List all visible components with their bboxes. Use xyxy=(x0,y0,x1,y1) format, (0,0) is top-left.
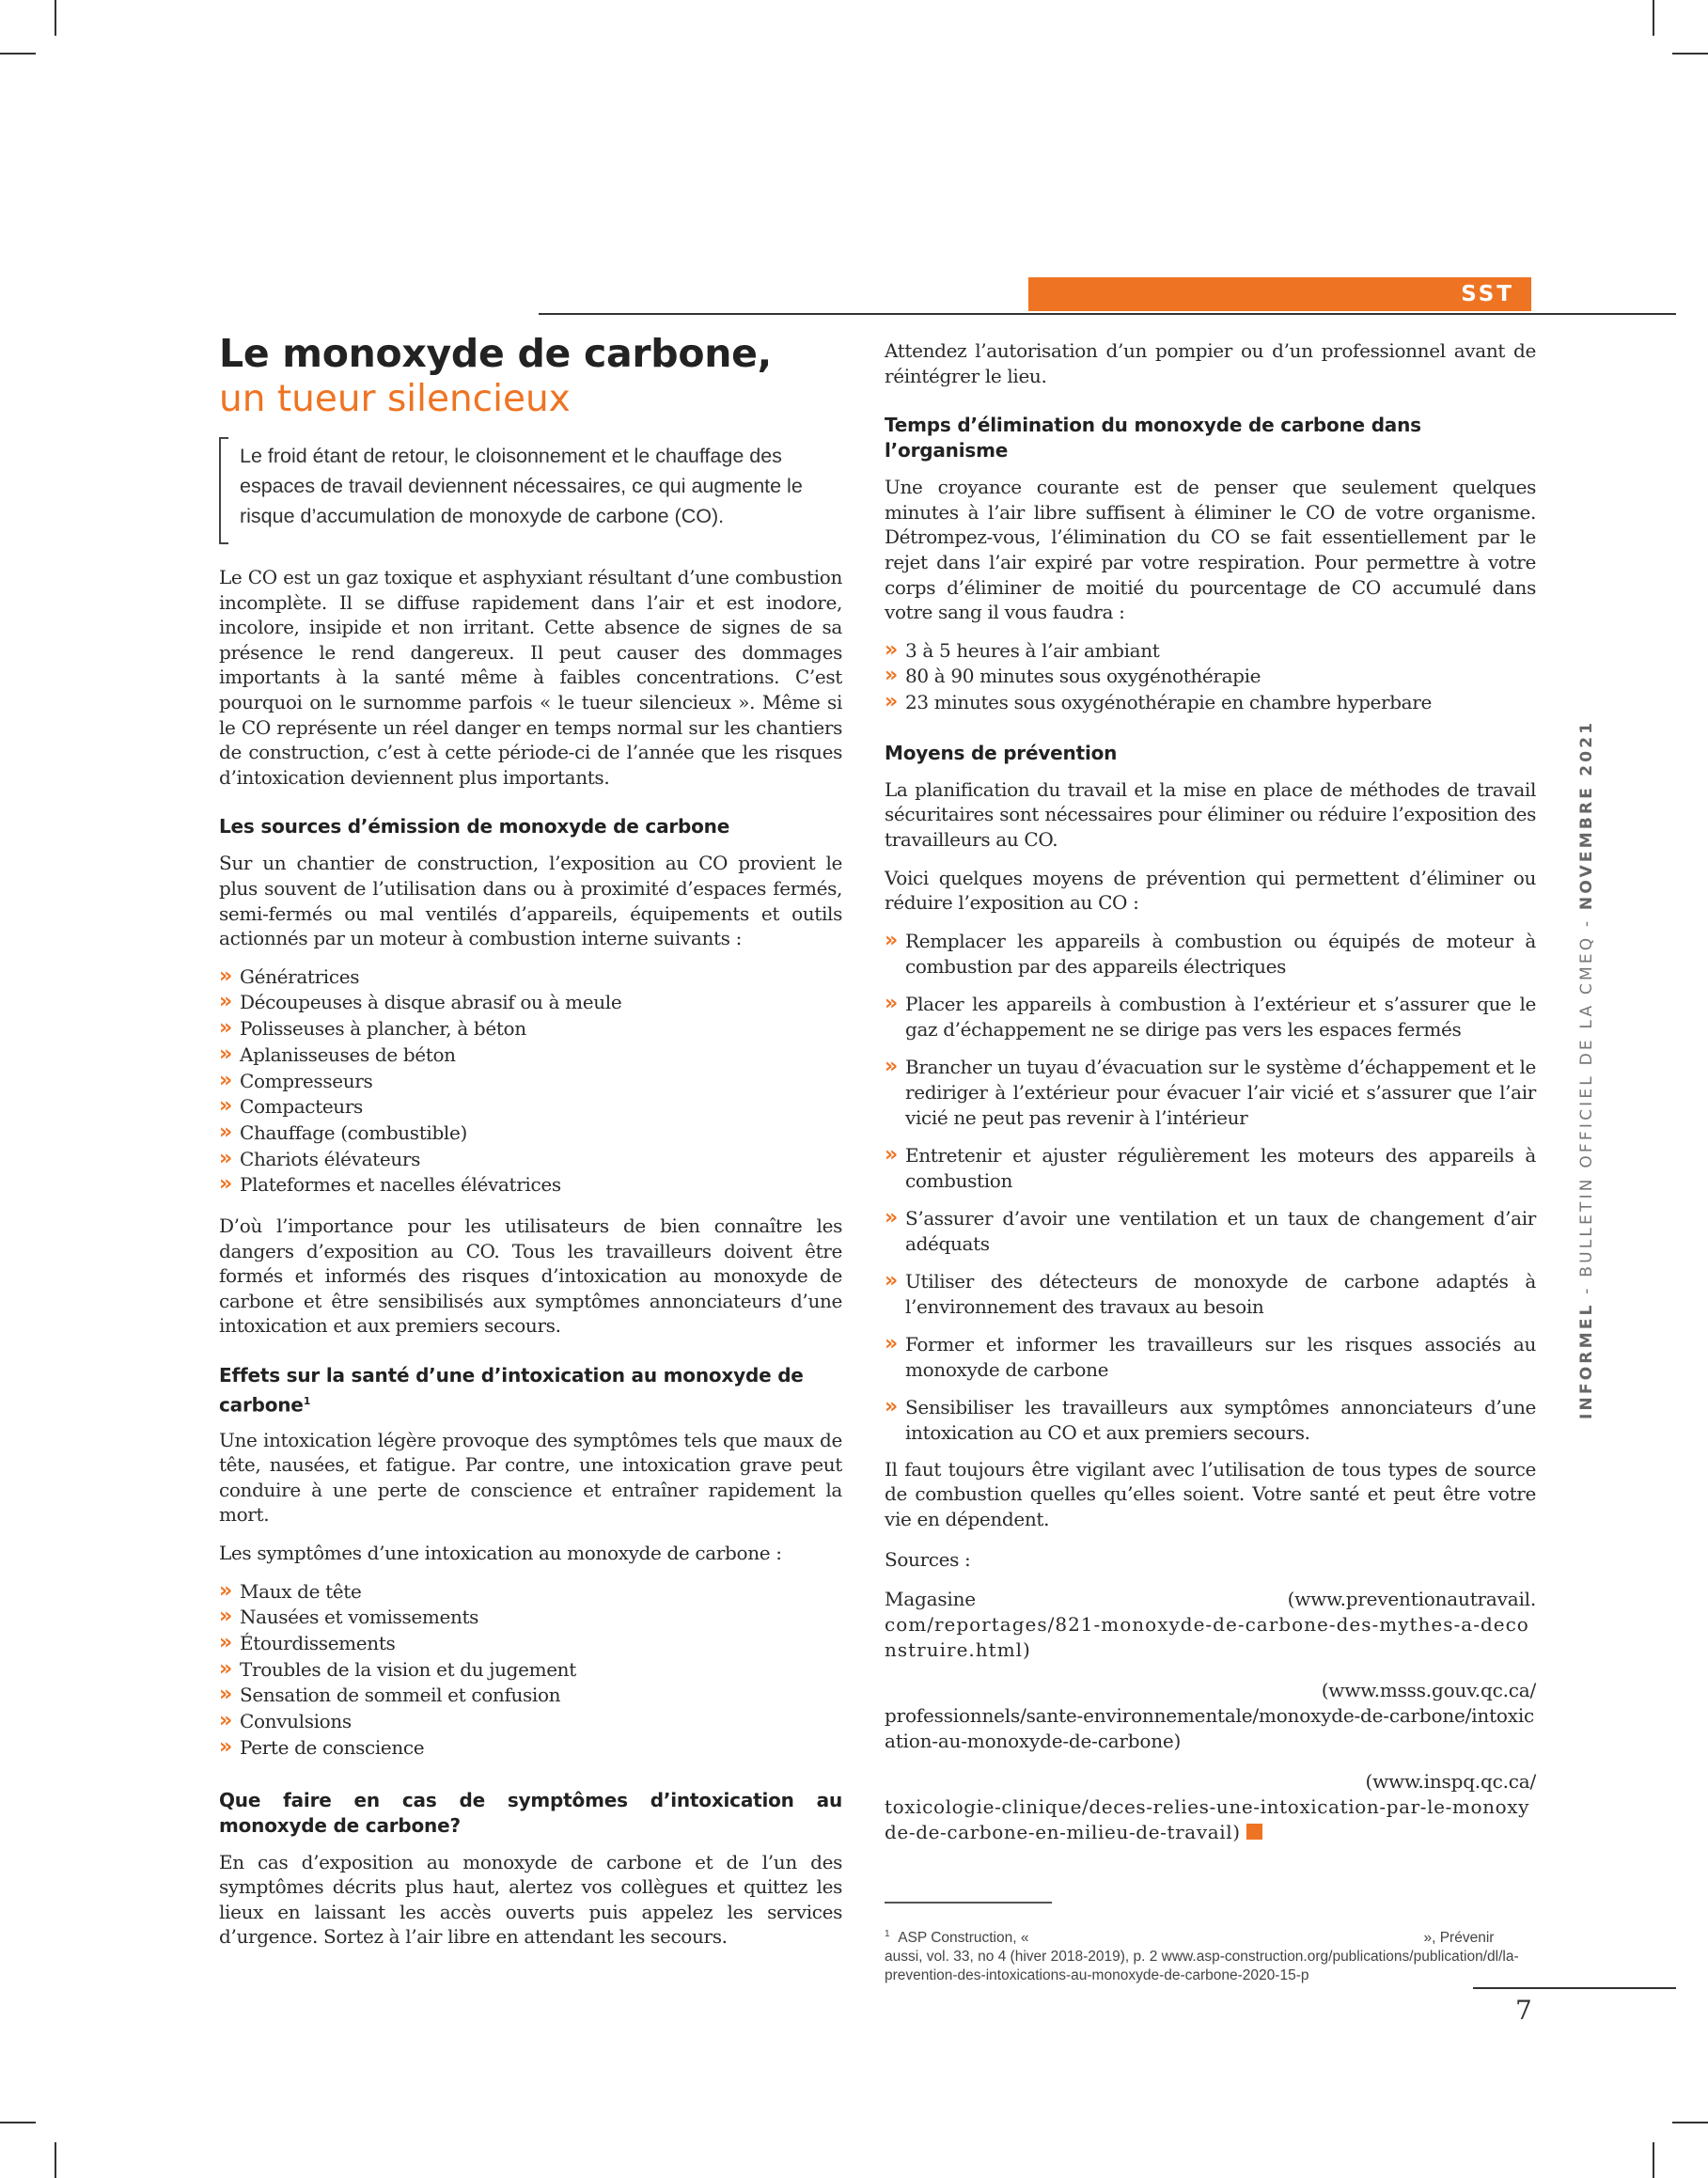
lead-paragraph xyxy=(219,437,842,542)
crop-mark xyxy=(1672,2122,1708,2123)
effects-paragraph: Une intoxication légère provoque des symptômes tels que maux de tête, nausées, et fatigue. Par contre, une intoxication grave peut conduire à une perte de conscience et entraîner rapidement la mort. xyxy=(219,1428,842,1527)
source-1-url-rest: com/reportages/821-monoxyde-de-carbone-des-mythes-a-deconstruire.html) xyxy=(885,1613,1529,1662)
lead-bracket xyxy=(219,437,228,544)
list-item: » Plateformes et nacelles élévatrices xyxy=(219,1172,561,1197)
title-line-2: un tueur silencieux xyxy=(219,378,571,420)
lead-text: Le froid étant de retour, le cloisonnement et le chauffage des espaces de travail deviennent nécessaires, ce qui augmente le risque d’accumulation de monoxyde de carbone (CO). xyxy=(240,445,803,527)
list-item: » Génératrices xyxy=(219,964,360,988)
crop-mark xyxy=(0,2122,36,2123)
chevron-bullet-icon: » xyxy=(219,1734,232,1759)
wait-paragraph: Attendez l’autorisation d’un pompier ou d’un professionnel avant de réintégrer le lieu. xyxy=(885,339,1536,387)
chevron-bullet-icon: » xyxy=(219,1042,232,1066)
list-item: » Convulsions xyxy=(219,1709,352,1733)
chevron-bullet-icon: » xyxy=(885,1331,898,1355)
list-item: » Remplacer les appareils à combustion ou équipés de moteur à combustion par des appareils électriques xyxy=(885,928,1536,978)
chevron-bullet-icon: » xyxy=(219,1683,232,1707)
list-item: » Brancher un tuyau d’évacuation sur le système d’échappement et le rediriger à l’extérieur pour évacuer l’air vicié et s’assurer que l’air vicié ne peut pas revenir à l’intérieur xyxy=(885,1054,1536,1129)
title-line-1: Le monoxyde de carbone, xyxy=(219,331,772,376)
left-column xyxy=(219,565,842,1950)
footnote-rule xyxy=(885,1902,1052,1904)
list-item: » Maux de tête xyxy=(219,1578,362,1603)
symptoms-list xyxy=(219,1579,842,1762)
list-item: » 23 minutes sous oxygénothérapie en chambre hyperbare xyxy=(885,690,1432,714)
source-1-url-start: (www.preventionautravail. xyxy=(1287,1588,1536,1611)
chevron-bullet-icon: » xyxy=(885,928,898,952)
end-mark-icon xyxy=(1246,1824,1262,1840)
chevron-bullet-icon: » xyxy=(219,1172,232,1197)
crop-mark xyxy=(1672,53,1708,55)
list-item: » Sensation de sommeil et confusion xyxy=(219,1683,561,1707)
header-rule xyxy=(539,313,1676,315)
elimination-list xyxy=(885,638,1536,716)
section-tag xyxy=(1028,277,1531,311)
source-2-url-rest: professionnels/sante-environnementale/monoxyde-de-carbone/intoxication-au-monoxyde-de-carbone) xyxy=(885,1704,1535,1753)
sources-list xyxy=(219,964,842,1199)
chevron-bullet-icon: » xyxy=(885,991,898,1015)
chevron-bullet-icon: » xyxy=(885,664,898,688)
list-item: » Troubles de la vision et du jugement xyxy=(219,1656,576,1681)
chevron-bullet-icon: » xyxy=(885,690,898,714)
prevention-paragraph-2: Voici quelques moyens de prévention qui permettent d’éliminer ou réduire l’exposition au CO : xyxy=(885,866,1536,915)
elimination-heading: Temps d’élimination du monoxyde de carbone dans l’organisme xyxy=(885,414,1421,462)
chevron-bullet-icon: » xyxy=(885,1268,898,1293)
chevron-bullet-icon: » xyxy=(219,1120,232,1144)
vigilance-paragraph: Il faut toujours être vigilant avec l’utilisation de tous types de source de combustion quelles qu’elles soient. Votre santé et peut être votre vie en dépendent. xyxy=(885,1457,1536,1531)
sources-paragraph: Sur un chantier de construction, l’exposition au CO provient le plus souvent de l’utilisation dans ou à proximité d’espaces fermés, semi-fermés ou mal ventilés d’appareils, équipements et outils actionnés par un moteur à combustion interne suivants : xyxy=(219,852,842,950)
symptoms-intro: Les symptômes d’une intoxication au monoxyde de carbone : xyxy=(219,1542,782,1565)
source-entry-2 xyxy=(885,1678,1536,1754)
crop-mark xyxy=(55,0,56,36)
prevention-list xyxy=(885,929,1536,1446)
list-item: » Entretenir et ajuster régulièrement les moteurs des appareils à combustion xyxy=(885,1142,1536,1192)
section-tag-label: SST xyxy=(1461,282,1514,306)
elimination-paragraph: Une croyance courante est de penser que seulement quelques minutes à l’air libre suffisent à éliminer le CO de votre organisme. Détrompez-vous, l’élimination du CO se fait essentiellement par le rejet dans l’air expiré par votre respiration. Pour permettre à votre corps d’éliminer de moitié du pourcentage de CO accumulé dans votre sang il vous faudra : xyxy=(885,476,1536,624)
list-item: » Chariots élévateurs xyxy=(219,1146,420,1170)
chevron-bullet-icon: » xyxy=(219,1094,232,1119)
list-item: » Nausées et vomissements xyxy=(219,1605,479,1629)
sources-label: Sources : xyxy=(885,1547,971,1571)
list-item: » Polisseuses à plancher, à béton xyxy=(219,1016,526,1041)
list-item: » 80 à 90 minutes sous oxygénothérapie xyxy=(885,664,1261,688)
chevron-bullet-icon: » xyxy=(219,964,232,988)
list-item: » 3 à 5 heures à l’air ambiant xyxy=(885,637,1160,662)
source-2-url-start: (www.msss.gouv.qc.ca/ xyxy=(1321,1679,1536,1702)
source-1-label: Magasine xyxy=(885,1588,976,1611)
source-entry-3 xyxy=(885,1769,1536,1845)
source-entry-1 xyxy=(885,1587,1536,1663)
chevron-bullet-icon: » xyxy=(219,1146,232,1170)
list-item: » Aplanisseuses de béton xyxy=(219,1042,456,1066)
chevron-bullet-icon: » xyxy=(219,1016,232,1041)
effects-heading: Effets sur la santé d’une d’intoxication au monoxyde de carbone$^1$ xyxy=(219,1364,804,1417)
list-item: » Compacteurs xyxy=(219,1094,363,1119)
intro-paragraph: Le CO est un gaz toxique et asphyxiant résultant d’une combustion incomplète. Il se diffuse rapidement dans l’air et est inodore, incolore, insipide et non irritant. Cette absence de signes de sa présence le rend dangereux. Il peut causer des dommages importants à la santé même à faibles concentrations. C’est pourquoi on le surnomme parfois « le tueur silencieux ». Même si le CO représente un réel danger en temps normal sur les chantiers de construction, c’est à cette période-ci de l’année que les risques d’intoxication deviennent plus importants. xyxy=(219,566,842,789)
chevron-bullet-icon: » xyxy=(219,990,232,1014)
chevron-bullet-icon: » xyxy=(219,1709,232,1733)
list-item: » Étourdissements xyxy=(219,1631,396,1655)
side-running-header: INFORMEL - BULLETIN OFFICIEL DE LA CMEQ - NOVEMBRE 2021 xyxy=(1577,719,1596,1419)
chevron-bullet-icon: » xyxy=(885,637,898,662)
list-item: » Perte de conscience xyxy=(219,1734,425,1759)
chevron-bullet-icon: » xyxy=(885,1054,898,1078)
article-title xyxy=(219,331,842,423)
whattodo-heading: Que faire en cas de symptômes d’intoxication au monoxyde de carbone? xyxy=(219,1788,842,1837)
chevron-bullet-icon: » xyxy=(219,1605,232,1629)
crop-mark xyxy=(55,2142,56,2178)
importance-paragraph: D’où l’importance pour les utilisateurs de bien connaître les dangers d’exposition au CO. Tous les travailleurs doivent être formés et informés des risques d’intoxication au monoxyde de carbone et être sensibilisés aux symptômes annonciateurs d’une intoxication et aux premiers secours. xyxy=(219,1214,842,1338)
list-item: » Chauffage (combustible) xyxy=(219,1120,467,1144)
list-item: » Découpeuses à disque abrasif ou à meule xyxy=(219,990,622,1014)
chevron-bullet-icon: » xyxy=(219,1578,232,1603)
chevron-bullet-icon: » xyxy=(885,1394,898,1418)
right-column xyxy=(885,338,1536,1845)
chevron-bullet-icon: » xyxy=(219,1068,232,1092)
list-item: » Utiliser des détecteurs de monoxyde de carbone adaptés à l’environnement des travaux au besoin xyxy=(885,1268,1536,1318)
chevron-bullet-icon: » xyxy=(219,1631,232,1655)
prevention-heading: Moyens de prévention xyxy=(885,741,1118,764)
list-item: » Former et informer les travailleurs sur les risques associés au monoxyde de carbone xyxy=(885,1331,1536,1381)
chevron-bullet-icon: » xyxy=(885,1142,898,1167)
crop-mark xyxy=(0,53,36,55)
crop-mark xyxy=(1653,0,1654,36)
footnote: $^1$ ASP Construction, « », Prévenir aussi, vol. 33, no 4 (hiver 2018-2019), p. 2 www.asp-construction.org/publications/publication/dl/la-prevention-des-intoxications-au-monoxyde-de-carbone-2020-15-p xyxy=(885,1929,1519,1984)
source-3-url-rest: toxicologie-clinique/deces-relies-une-intoxication-par-le-monoxyde-de-carbone-en-milieu-de-travail) xyxy=(885,1795,1530,1844)
crop-mark xyxy=(1653,2142,1654,2178)
page-number-rule xyxy=(1473,1987,1676,1989)
chevron-bullet-icon: » xyxy=(885,1205,898,1230)
chevron-bullet-icon: » xyxy=(219,1656,232,1681)
prevention-paragraph-1: La planification du travail et la mise en place de méthodes de travail sécuritaires sont nécessaires pour éliminer ou réduire l’exposition des travailleurs au CO. xyxy=(885,777,1536,852)
page-number: 7 xyxy=(1515,1995,1532,2026)
sources-heading: Les sources d’émission de monoxyde de carbone xyxy=(219,815,730,838)
list-item: » Compresseurs xyxy=(219,1068,373,1092)
list-item: » S’assurer d’avoir une ventilation et un taux de changement d’air adéquats xyxy=(885,1205,1536,1255)
whattodo-paragraph: En cas d’exposition au monoxyde de carbone et de l’un des symptômes décrits plus haut, alertez vos collègues et quittez les lieux en laissant les accès ouverts puis appelez les services d’urgence. Sortez à l’air libre en attendant les secours. xyxy=(219,1850,842,1949)
list-item: » Placer les appareils à combustion à l’extérieur et s’assurer que le gaz d’échappement ne se dirige pas vers les espaces fermés xyxy=(885,991,1536,1041)
list-item: » Sensibiliser les travailleurs aux symptômes annonciateurs d’une intoxication au CO et aux premiers secours. xyxy=(885,1394,1536,1444)
source-3-url-start: (www.inspq.qc.ca/ xyxy=(1365,1770,1536,1794)
